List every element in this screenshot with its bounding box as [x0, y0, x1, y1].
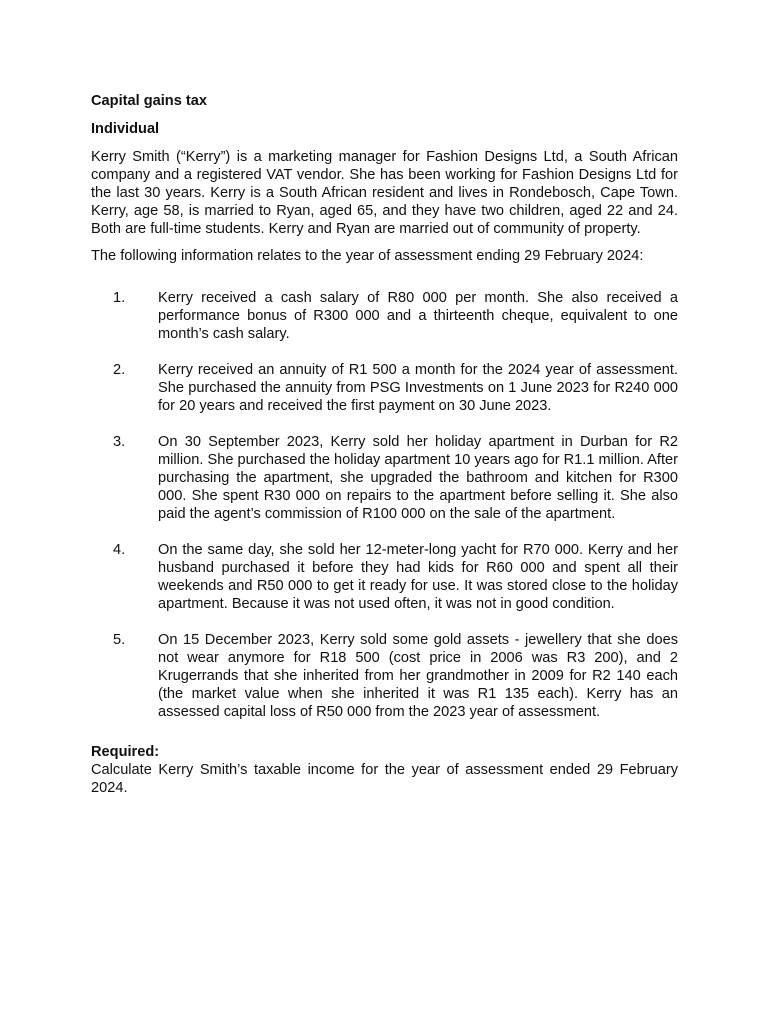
list-item-text: Kerry received an annuity of R1 500 a month for the 2024 year of assessment. She purchased the annuity from PSG Investments on 1 June 2023 for R240 000 for 20 years and received the first payment on 30 June 2023.	[158, 362, 678, 414]
list-item-text: On 30 September 2023, Kerry sold her holiday apartment in Durban for R2 million. She purchased the holiday apartment 10 years ago for R1.1 million. After purchasing the apartment, she upgraded the bathroom and kitchen for R300 000. She spent R30 000 on repairs to the apartment before selling it. She also paid the agent’s commission of R100 000 on the sale of the apartment.	[158, 434, 678, 522]
numbered-list	[91, 289, 678, 721]
list-item	[91, 361, 678, 415]
list-item-number: 2.	[113, 362, 126, 378]
list-item-text: Kerry received a cash salary of R80 000 per month. She also received a performance bonus of R300 000 and a thirteenth cheque, equivalent to one month’s cash salary.	[158, 290, 678, 342]
document-subtitle: Individual	[91, 121, 160, 137]
list-item-number: 3.	[113, 434, 126, 450]
intro-paragraph: Kerry Smith (“Kerry”) is a marketing manager for Fashion Designs Ltd, a South African company and a registered VAT vendor. She has been working for Fashion Designs Ltd for the last 30 years. Kerry is a South African resident and lives in Rondebosch, Cape Town. Kerry, age 58, is married to Ryan, aged 65, and they have two children, aged 22 and 24. Both are full-time students. Kerry and Ryan are married out of community of property.	[91, 149, 678, 237]
list-item	[91, 289, 678, 343]
list-item-text: On the same day, she sold her 12-meter-long yacht for R70 000. Kerry and her husband purchased it before they had kids for R60 000 and spent all their weekends and R50 000 to get it ready for use. It was stored close to the holiday apartment. Because it was not used often, it was not in good condition.	[158, 542, 678, 612]
required-label: Required:	[91, 744, 160, 760]
list-item	[91, 433, 678, 523]
document-title: Capital gains tax	[91, 93, 207, 109]
list-item-number: 1.	[113, 290, 126, 306]
document-page	[91, 92, 678, 797]
list-item-number: 4.	[113, 542, 126, 558]
required-text: Calculate Kerry Smith’s taxable income for the year of assessment ended 29 February 2024.	[91, 762, 678, 796]
list-item-number: 5.	[113, 632, 126, 648]
list-item-text: On 15 December 2023, Kerry sold some gold assets - jewellery that she does not wear anymore for R18 500 (cost price in 2006 was R3 200), and 2 Krugerrands that she inherited from her grandmother in 2009 for R2 140 each (the market value when she inherited it was R1 135 each). Kerry has an assessed capital loss of R50 000 from the 2023 year of assessment.	[158, 632, 678, 720]
list-item	[91, 541, 678, 613]
lead-in-paragraph: The following information relates to the year of assessment ending 29 February 2024:	[91, 248, 644, 264]
list-item	[91, 631, 678, 721]
